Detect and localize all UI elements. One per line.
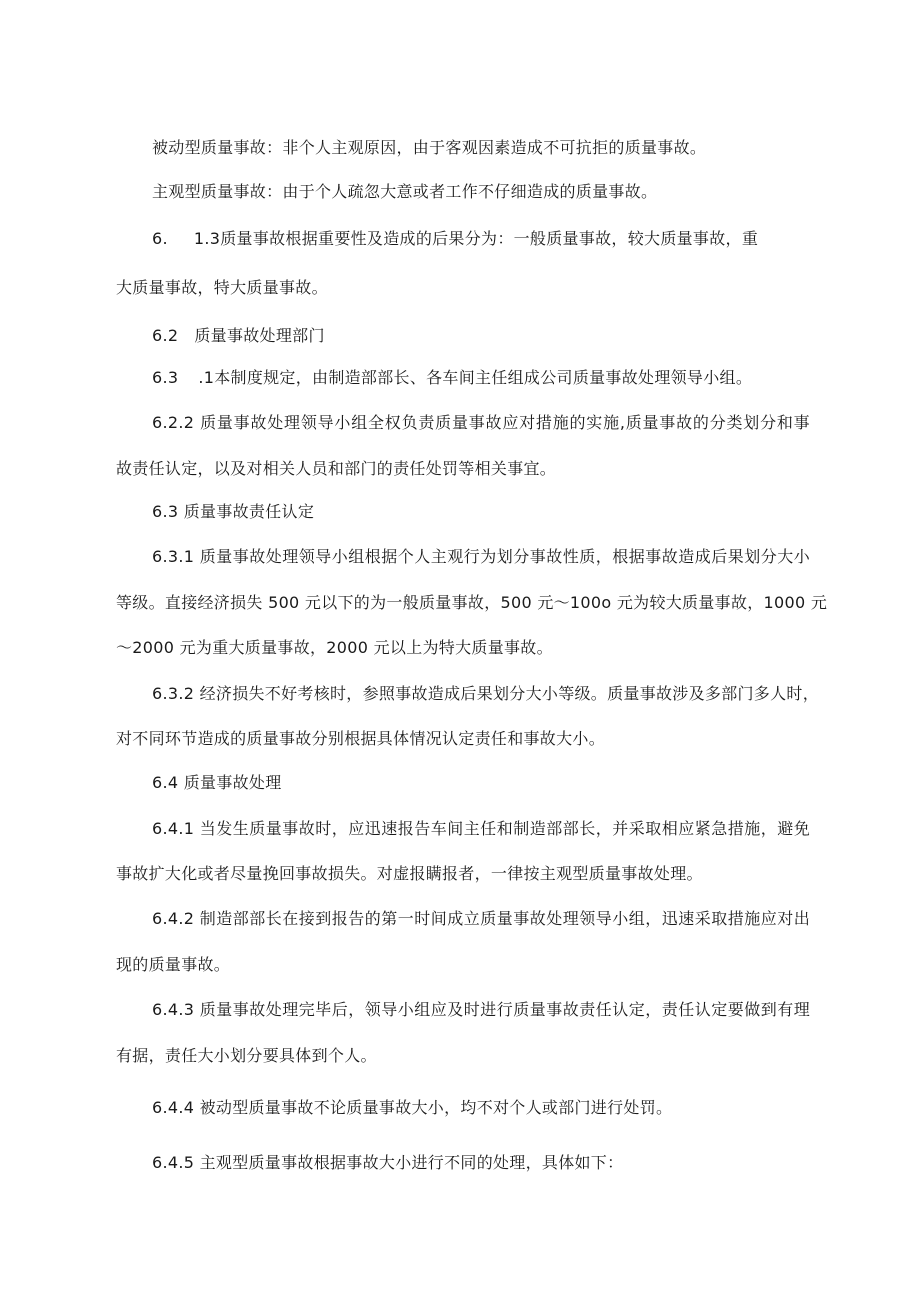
clause-6-1-3-line-2: 大质量事故，特大质量事故。 bbox=[116, 278, 328, 297]
subjective-accident-definition: 主观型质量事故：由于个人疏忽大意或者工作不仔细造成的质量事故。 bbox=[152, 182, 658, 201]
clause-6-4-2-line-2: 现的质量事故。 bbox=[116, 955, 231, 974]
clause-6-1-3-number-a: 6. bbox=[152, 229, 168, 248]
clause-6-3-2-line-2: 对不同环节造成的质量事故分别根据具体情况认定责任和事故大小。 bbox=[116, 729, 606, 748]
clause-6-1-3-number-b: 1.3 bbox=[193, 229, 221, 248]
section-heading-6-3: 6.3 质量事故责任认定 bbox=[152, 502, 315, 521]
clause-6-4-5: 6.4.5 主观型质量事故根据事故大小进行不同的处理，具体如下： bbox=[152, 1153, 624, 1172]
section-6-2-number: 6.2 bbox=[152, 326, 179, 345]
clause-6-3-2-line-1: 6.3.2 经济损失不好考核时，参照事故造成后果划分大小等级。质量事故涉及多部门多人时， bbox=[152, 684, 819, 703]
clause-6-4-2-line-1: 6.4.2 制造部部长在接到报告的第一时间成立质量事故处理领导小组，迅速采取措施应对出 bbox=[152, 909, 810, 928]
clause-6-3-1-line-2: 等级。直接经济损失 500 元以下的为一般质量事故，500 元～100o 元为较大质量事故，1000 元 bbox=[116, 593, 828, 612]
section-6-2-title: 质量事故处理部门 bbox=[194, 326, 325, 345]
section-heading-6-2 bbox=[152, 325, 325, 347]
clause-6-2-1 bbox=[152, 367, 752, 389]
clause-6-3-1-line-3: ～2000 元为重大质量事故，2000 元以上为特大质量事故。 bbox=[116, 638, 553, 657]
clause-6-4-3-line-1: 6.4.3 质量事故处理完毕后，领导小组应及时进行质量事故责任认定，责任认定要做到有理 bbox=[152, 1000, 810, 1019]
clause-6-2-1-text: 本制度规定，由制造部部长、各车间主任组成公司质量事故处理领导小组。 bbox=[214, 368, 753, 387]
clause-6-2-2-line-2: 故责任认定，以及对相关人员和部门的责任处罚等相关事宜。 bbox=[116, 459, 557, 478]
clause-6-2-2-line-1: 6.2.2 质量事故处理领导小组全权负责质量事故应对措施的实施,质量事故的分类划分和事 bbox=[152, 413, 810, 432]
clause-6-2-1-number-a: 6.3 bbox=[152, 368, 179, 387]
clause-6-2-1-number-b: .1 bbox=[198, 368, 215, 387]
section-heading-6-4: 6.4 质量事故处理 bbox=[152, 773, 282, 792]
clause-6-3-1-line-1: 6.3.1 质量事故处理领导小组根据个人主观行为划分事故性质，根据事故造成后果划分大小 bbox=[152, 547, 810, 566]
clause-6-4-1-line-2: 事故扩大化或者尽量挽回事故损失。对虚报瞒报者，一律按主观型质量事故处理。 bbox=[116, 864, 703, 883]
clause-6-1-3-text: 质量事故根据重要性及造成的后果分为：一般质量事故，较大质量事故，重 bbox=[220, 229, 759, 248]
passive-accident-definition: 被动型质量事故：非个人主观原因，由于客观因素造成不可抗拒的质量事故。 bbox=[152, 138, 707, 157]
clause-6-4-4: 6.4.4 被动型质量事故不论质量事故大小，均不对个人或部门进行处罚。 bbox=[152, 1098, 673, 1117]
clause-6-4-1-line-1: 6.4.1 当发生质量事故时，应迅速报告车间主任和制造部部长，并采取相应紧急措施，避免 bbox=[152, 819, 810, 838]
clause-6-1-3-line-1 bbox=[152, 228, 758, 250]
clause-6-4-3-line-2: 有据，责任大小划分要具体到个人。 bbox=[116, 1046, 377, 1065]
